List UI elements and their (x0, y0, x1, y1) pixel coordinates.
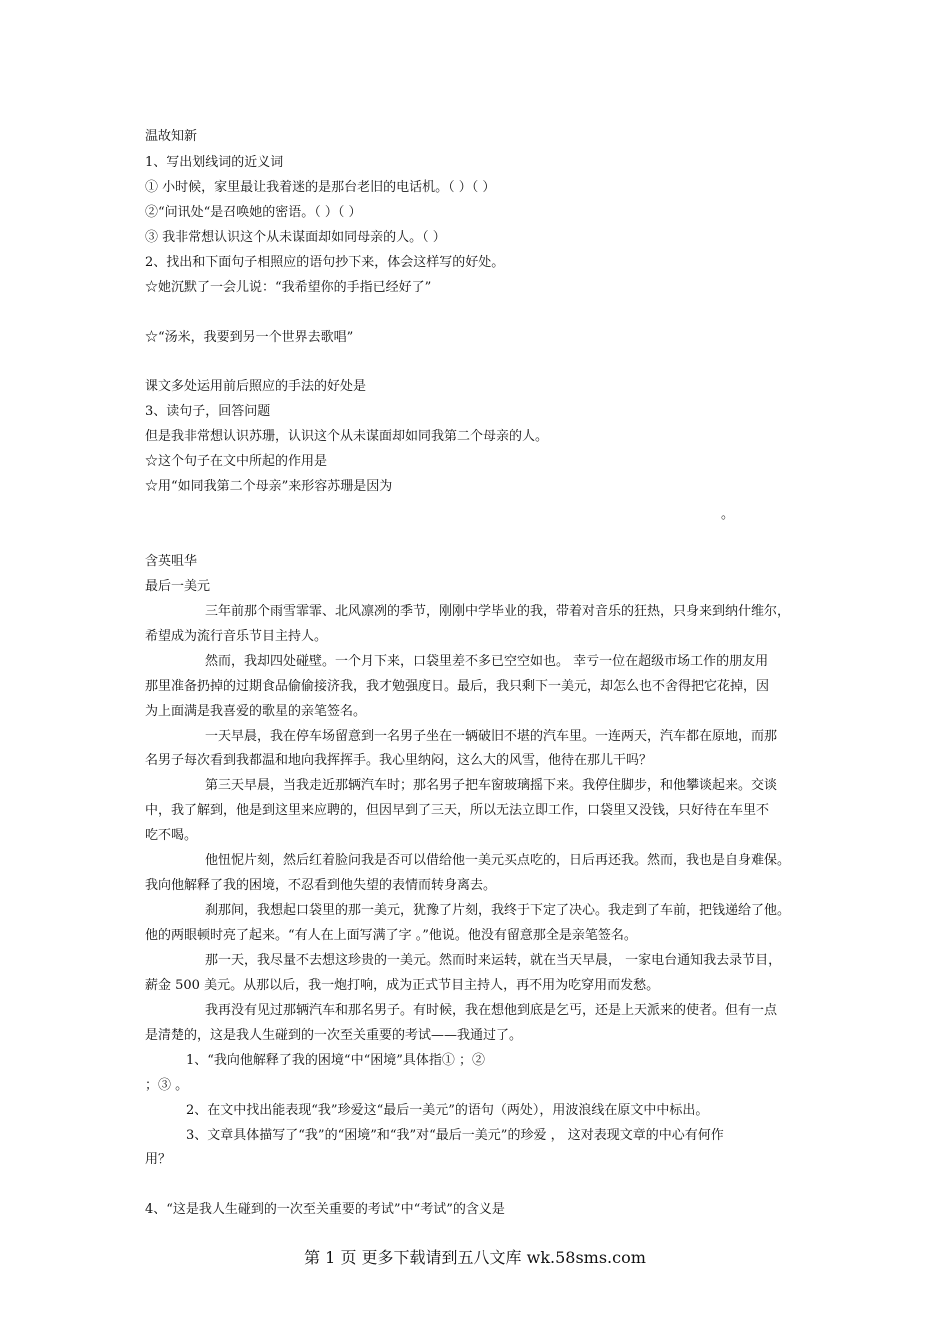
question-2-item-a: ☆她沉默了一会儿说：“我希望你的手指已经好了” (145, 280, 432, 295)
article-line: 三年前那个雨雪霏霏、北风凛冽的季节，刚刚中学毕业的我，带着对音乐的狂热，只身来到纳什维尔， (205, 604, 791, 619)
question-1-item-c: ③ 我非常想认识这个从未谋面却如同母亲的人。（ ） (145, 230, 446, 245)
article-line: 为上面满是我喜爱的歌星的亲笔签名。 (145, 704, 367, 719)
question-1: 1、写出划线词的近义词 (145, 155, 284, 170)
reading-question-3: 3、文章具体描写了“我”的“困境”和“我”对“最后一美元”的珍爱 ， 这对表现文章的中心有何作 (186, 1128, 724, 1143)
reading-question-3-cont: 用？ (145, 1152, 172, 1167)
reading-question-1-cont: ；③ 。 (145, 1078, 189, 1093)
question-1-item-a: ① 小时候，家里最让我着迷的是那台老旧的电话机。（ ）（ ） (145, 180, 496, 195)
question-1-item-b: ②“问讯处“是召唤她的密语。（ ）（ ） (145, 205, 362, 220)
article-line: 薪金 500 美元。从那以后，我一炮打响，成为正式节目主持人，再不用为吃穿用而发愁。 (145, 978, 660, 993)
article-line: 他的两眼顿时亮了起来。“有人在上面写满了字 。”他说。他没有留意那全是亲笔签名。 (145, 928, 637, 943)
page-footer: 第 1 页 更多下载请到五八文库 wk.58sms.com (304, 1248, 646, 1267)
article-line: 那一天，我尽量不去想这珍贵的一美元。然而时来运转，就在当天早晨， 一家电台通知我去录节目， (205, 953, 782, 968)
article-line: 我向他解释了我的困境，不忍看到他失望的表情而转身离去。 (145, 878, 497, 893)
reading-question-4: 4、“这是我人生碰到的一次至关重要的考试”中“考试”的含义是 (145, 1202, 505, 1217)
article-title: 最后一美元 (145, 579, 211, 594)
section-heading-review: 温故知新 (145, 129, 198, 144)
article-line: 那里准备扔掉的过期食品偷偷接济我，我才勉强度日。最后，我只剩下一美元，却怎么也不舍得把它花掉，因 (145, 679, 770, 694)
section-heading-reading: 含英咀华 (145, 554, 198, 569)
article-line: 中，我了解到，他是到这里来应聘的，但因早到了三天，所以无法立即工作，口袋里又没钱，只好待在车里不 (145, 803, 770, 818)
article-line: 我再没有见过那辆汽车和那名男子。有时候，我在想他到底是乞丐，还是上天派来的使者。但有一点 (205, 1003, 778, 1018)
article-line: 吃不喝。 (145, 828, 198, 843)
question-3-item-a: ☆这个句子在文中所起的作用是 (145, 454, 328, 469)
article-line: 是清楚的，这是我人生碰到的一次至关重要的考试——我通过了。 (145, 1028, 523, 1043)
article-line: 希望成为流行音乐节目主持人。 (145, 629, 328, 644)
reading-question-2: 2、在文中找出能表现“我”珍爱这“最后一美元”的语句（两处），用波浪线在原文中中标出。 (186, 1103, 709, 1118)
question-2-item-b: ☆“汤米，我要到另一个世界去歌唱” (145, 330, 354, 345)
question-2: 2、找出和下面句子相照应的语句抄下来，体会这样写的好处。 (145, 255, 505, 270)
article-line: 名男子每次看到我都温和地向我挥挥手。我心里纳闷，这么大的风雪，他待在那儿干吗？ (145, 753, 653, 768)
question-3-item-b: ☆用“如同我第二个母亲”来形容苏珊是因为 (145, 479, 393, 494)
question-3-sentence: 但是我非常想认识苏珊，认识这个从未谋面却如同我第二个母亲的人。 (145, 429, 549, 444)
article-line: 一天早晨，我在停车场留意到一名男子坐在一辆破旧不堪的汽车里。一连两天，汽车都在原地，而那 (205, 729, 778, 744)
article-line: 他忸怩片刻，然后红着脸问我是否可以借给他一美元买点吃的，日后再还我。然而，我也是自身难保。 (205, 853, 791, 868)
article-line: 刹那间，我想起口袋里的那一美元，犹豫了片刻，我终于下定了决心。我走到了车前，把钱递给了他。 (205, 903, 791, 918)
question-2-item-c: 课文多处运用前后照应的手法的好处是 (145, 379, 367, 394)
article-line: 第三天早晨，当我走近那辆汽车时；那名男子把车窗玻璃摇下来。我停住脚步，和他攀谈起来。交谈 (205, 778, 778, 793)
reading-question-1: 1、“我向他解释了我的困境“中“困境”具体指① ；② (186, 1053, 485, 1068)
article-line: 然而，我却四处碰壁。一个月下来，口袋里差不多已空空如也。 幸亏一位在超级市场工作的朋友用 (205, 654, 769, 669)
question-3: 3、读句子，回答问题 (145, 404, 271, 419)
question-3-end-mark: 。 (721, 507, 735, 522)
